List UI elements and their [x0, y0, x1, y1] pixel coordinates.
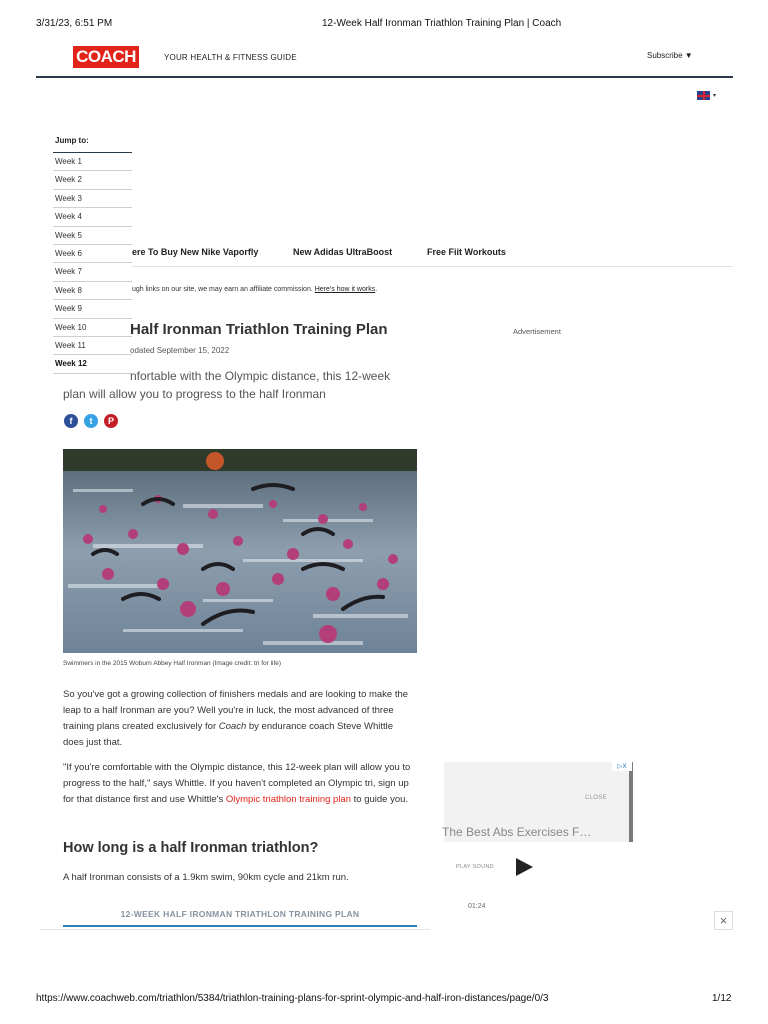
subscribe-menu[interactable]: Subscribe ▼ [647, 51, 693, 60]
play-icon[interactable] [516, 858, 533, 876]
affiliate-disclosure: ugh links on our site, we may earn an affiliate commission. Here's how it works. [132, 286, 378, 293]
jump-to-item[interactable]: Week 2 [53, 171, 132, 189]
section-heading: How long is a half Ironman triathlon? [63, 840, 319, 856]
standfirst-line-2: plan will allow you to progress to the half Ironman [63, 387, 326, 401]
print-doc-title: 12-Week Half Ironman Triathlon Training Plan | Coach [322, 18, 562, 29]
advertisement-label: Advertisement [513, 327, 561, 336]
table-accent-line [63, 925, 417, 927]
jump-to-item[interactable]: Week 7 [53, 263, 132, 281]
jump-to-item[interactable]: Week 4 [53, 208, 132, 226]
jump-to-list [53, 153, 132, 374]
standfirst-line-1: nfortable with the Olympic distance, this 12-week [130, 369, 391, 383]
video-title: The Best Abs Exercises F… [442, 825, 592, 839]
article-title: Half Ironman Triathlon Training Plan [130, 321, 388, 338]
paragraph-3: A half Ironman consists of a 1.9km swim, 90km cycle and 21km run. [63, 872, 349, 883]
olympic-plan-link[interactable]: Olympic triathlon training plan [225, 794, 352, 805]
twitter-share-icon[interactable]: t [84, 414, 98, 428]
training-plan-table-header: 12-WEEK HALF IRONMAN TRIATHLON TRAINING PLAN [120, 909, 360, 919]
jump-to-item[interactable]: Week 12 [53, 355, 132, 373]
jump-to-menu [53, 132, 132, 374]
pinterest-share-icon[interactable]: P [104, 414, 118, 428]
paragraph-2: "If you're comfortable with the Olympic distance, this 12-week plan will allow you to progress to the half," says Whittle. If you haven't completed an Olympic tri, sign up for that distance first and use Whittle's Olympic triathlon training plan to guide you. [63, 762, 411, 805]
video-time: 01:24 [468, 903, 486, 910]
jump-to-item[interactable]: Week 11 [53, 337, 132, 355]
jump-to-item[interactable]: Week 3 [53, 190, 132, 208]
nav-item-nike-vaporfly[interactable]: ere To Buy New Nike Vaporfly [132, 247, 259, 257]
print-url: https://www.coachweb.com/triathlon/5384/triathlon-training-plans-for-sprint-olympic-and-half-iron-distances/page/0/3 [36, 993, 549, 1004]
site-tagline: YOUR HEALTH & FITNESS GUIDE [164, 53, 297, 62]
article-standfirst [63, 367, 413, 403]
jump-to-item[interactable]: Week 1 [53, 153, 132, 171]
jump-to-item[interactable]: Week 9 [53, 300, 132, 318]
nav-item-adidas-ultraboost[interactable]: New Adidas UltraBoost [293, 247, 393, 257]
nav-item-fiit-workouts[interactable]: Free Fiit Workouts [427, 247, 506, 257]
article-date: odated September 15, 2022 [130, 346, 230, 355]
video-close-button[interactable]: CLOSE [585, 795, 607, 801]
jump-to-title: Jump to: [53, 132, 132, 153]
region-caret-icon[interactable]: ▾ [713, 93, 717, 99]
adchoices-icon[interactable]: ▷X [612, 762, 632, 771]
jump-to-item[interactable]: Week 6 [53, 245, 132, 263]
affiliate-link[interactable]: Here's how it works [314, 286, 376, 293]
site-logo[interactable]: COACH [73, 46, 139, 68]
nav-divider [40, 266, 733, 267]
close-icon[interactable]: × [714, 911, 733, 930]
play-sound-button[interactable]: PLAY SOUND [456, 864, 494, 870]
facebook-share-icon[interactable]: f [64, 414, 78, 428]
photo-caption: Swimmers in the 2015 Woburn Abbey Half Ironman (Image credit: tri for life) [63, 660, 282, 667]
uk-flag-icon[interactable] [697, 91, 710, 100]
paragraph-1: So you've got a growing collection of finishers medals and are looking to make the leap to a half Ironman are you? Well you're in luck, the most advanced of three training plans created exclusively for Coach by endurance coach Steve Whittle does just that. [63, 689, 409, 748]
print-datetime: 3/31/23, 6:51 PM [36, 18, 113, 29]
jump-to-item[interactable]: Week 8 [53, 282, 132, 300]
jump-to-item[interactable]: Week 10 [53, 319, 132, 337]
header-divider [36, 76, 733, 78]
swimmers-image [63, 449, 417, 653]
print-page-number: 1/12 [712, 993, 732, 1004]
hero-photo [63, 449, 417, 653]
jump-to-item[interactable]: Week 5 [53, 227, 132, 245]
affiliate-text: ugh links on our site, we may earn an affiliate commission. [132, 286, 313, 293]
